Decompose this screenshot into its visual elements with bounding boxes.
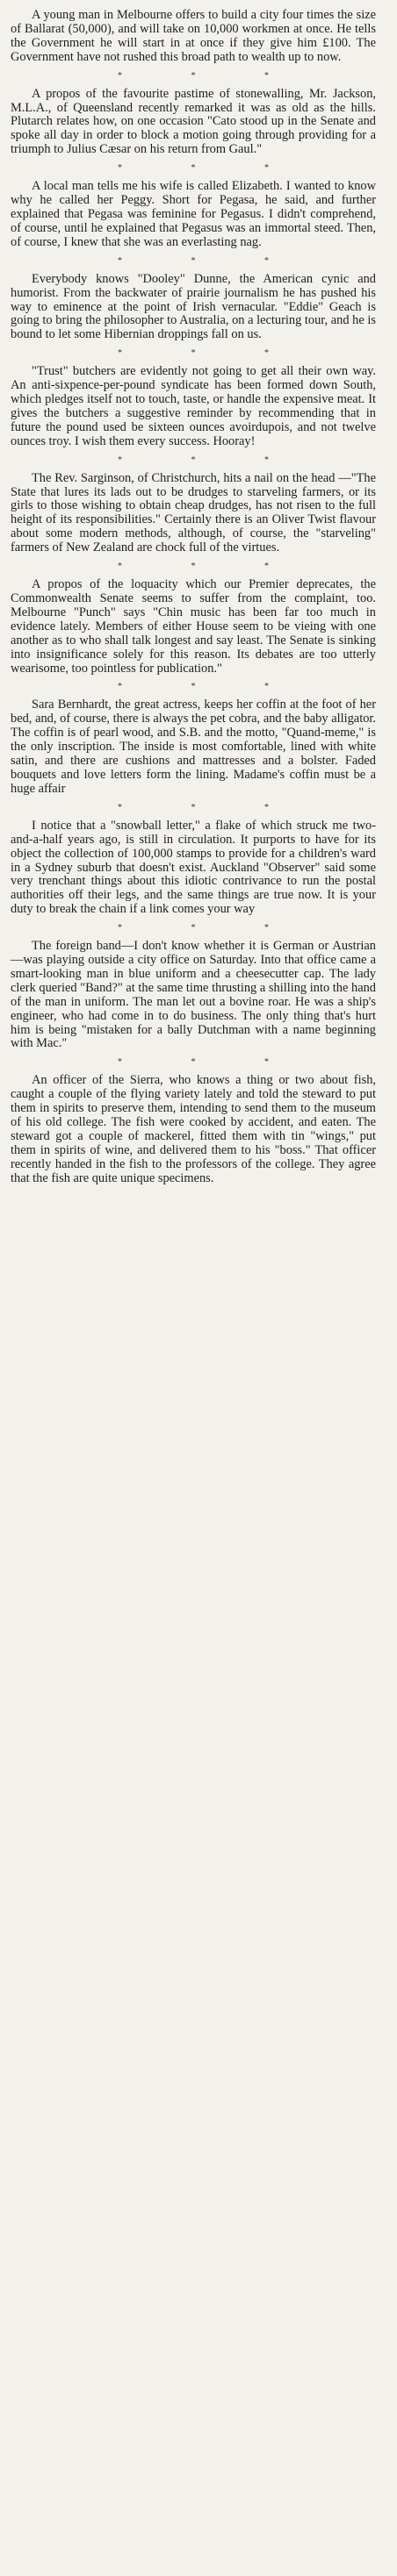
item-stonewalling: A propos of the favourite pastime of stonewalling, Mr. Jackson, M.L.A., of Queensland recently remarked it was as old as the hills. Plutarch relates how, on one occasion "Cato stood up in the Senate and spoke all day in order to block a motion going through providing for a triumph to Julius Cæsar on his return from Gaul." — [11, 86, 376, 157]
separator: * * * — [118, 348, 302, 359]
item-sierra-fish: An officer of the Sierra, who knows a thing or two about fish, caught a couple of the flying variety lately and told the steward to put them in spirits to preserve them, intending to send them to the museum of his old college. The fish were cooked by accident, and eaten. The steward got a couple of mackerel, fitted them with tin "wings," put them in spirits of wine, and delivered them to his "boss." That officer recently handed in the fish to the professors of the college. They agree that the fish are quite unique specimens. — [11, 1073, 376, 1185]
separator: * * * — [118, 682, 302, 692]
separator: * * * — [118, 454, 302, 465]
item-peggy: A local man tells me his wife is called Elizabeth. I wanted to know why he called her Peggy. Short for Pegasa, he said, and further explained that Pegasa was feminine for Pegasus. I didn't comprehend, of course, until he explained that Pegasus was an immortal steed. Then, of course, I knew that she was an everlasting nag. — [11, 179, 376, 249]
item-sara-bernhardt: Sara Bernhardt, the great actress, keeps her coffin at the foot of her bed, and, of course, there is always the pet cobra, and the baby alligator. The coffin is of pearl wood, and S.B. and the motto, "Quand-meme," is the only inscription. The inside is most comfortable, lined with white satin, and there are cushions and mattresses and a bolster. Faded bouquets and love letters form the lining. Madame's coffin must be a huge affair — [11, 698, 376, 796]
separator: * * * — [118, 562, 302, 572]
item-snowball-letter: I notice that a "snowball letter," a flake of which struck me two-and-a-half years ago, is still in circulation. It purports to have for its object the collection of 100,000 stamps to provide for a children's ward in a Sydney suburb that doesn't exist. Auckland "Observer" said some very trenchant things about this idiotic contrivance to run the postal authorities off their legs, and the same things are true now. It is your duty to break the chain if a link comes your way — [11, 818, 376, 917]
item-senate-loquacity: A propos of the loquacity which our Premier deprecates, the Commonwealth Senate seems to suffer from the complaint, too. Melbourne "Punch" says "Chin music has been far too much in evidence lately. Members of either House seem to be vieing with one another as to who shall talk longest and say least. The Senate is sinking into insignificance solely for this reason. Its debates are too utterly wearisome, too pointless for publication." — [11, 577, 376, 676]
separator: * * * — [118, 255, 302, 266]
separator: * * * — [118, 163, 302, 174]
item-dooley-dunne: Everybody knows "Dooley" Dunne, the American cynic and humorist. From the backwater of prairie journalism he has pushed his way to eminence at the point of Irish vernacular. "Eddie" Geach is going to bring the philosopher to Australia, on a lecturing tour, and he is bound to let some Hibernian droppings fall on us. — [11, 271, 376, 342]
item-trust-butchers: "Trust" butchers are evidently not going to get all their own way. An anti-sixpence-per-pound syndicate has been formed down South, which pledges itself not to touch, taste, or handle the expensive meat. It gives the butchers a suggestive reminder by recommending that in future the pound used be sixteen ounces avoirdupois, and not twelve ounces troy. I wish them every success. Hooray! — [11, 364, 376, 448]
separator: * * * — [118, 70, 302, 81]
item-sarginson: The Rev. Sarginson, of Christchurch, hits a nail on the head —"The State that lures its lads out to be drudges to starveling farmers, or its girls to those wishing to obtain cheap drudges, has not risen to the full height of its responsibilities." Certainly there is an Oliver Twist flavour about some modern methods, although, of course, the "starveling" farmers of New Zealand are chock full of the virtues. — [11, 470, 376, 555]
item-foreign-band: The foreign band—I don't know whether it is German or Austrian—was playing outside a city office on Saturday. Into that office came a smart-looking man in blue uniform and a cheesecutter cap. The lady clerk queried "Band?" at the same time thrusting a shilling into the hand of the man in uniform. The man let out a bovine roar. He was a ship's engineer, who had come in to do business. The only thing that's hurt him is being "mistaken for a bally Dutchman with a name beginning with Mac." — [11, 939, 376, 1051]
separator: * * * — [118, 1057, 302, 1068]
separator: * * * — [118, 802, 302, 812]
separator: * * * — [118, 923, 302, 934]
item-city-builder: A young man in Melbourne offers to build a city four times the size of Ballarat (50,000), and will take on 10,000 workmen at once. He tells the Government he will start in at once if they give him £100. The Government have not rushed this broad path to wealth up to now. — [11, 8, 376, 64]
